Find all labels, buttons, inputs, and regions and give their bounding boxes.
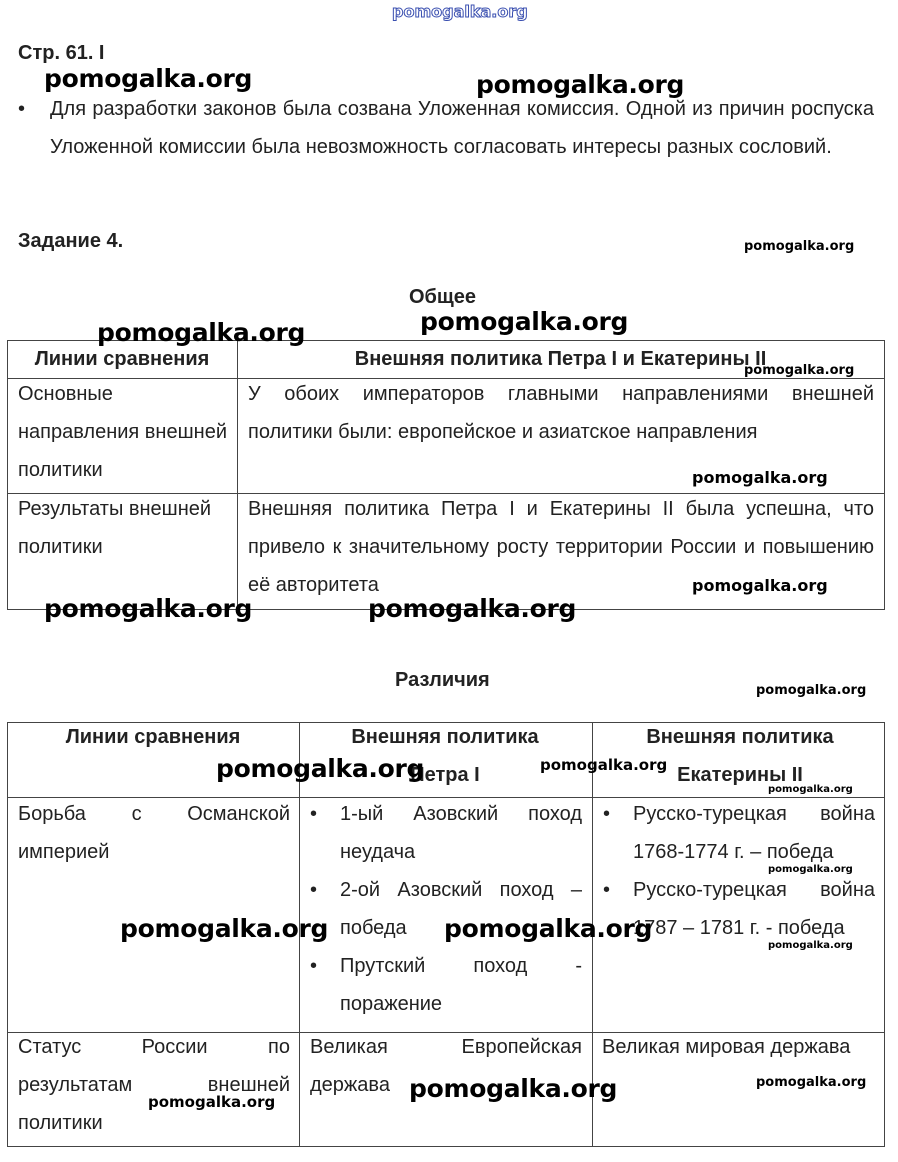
watermark: pomogalka.org [120, 914, 329, 943]
common-header-policy: Внешняя политика Петра I и Екатерины II [354, 348, 767, 370]
bullet-icon: • [18, 98, 26, 120]
page-heading: Стр. 61. I [18, 42, 105, 64]
watermark: pomogalka.org [476, 70, 685, 99]
watermark: pomogalka.org [44, 64, 253, 93]
watermark: pomogalka.org [768, 864, 853, 875]
watermark: pomogalka.org [409, 1074, 618, 1103]
watermark: pomogalka.org [692, 468, 828, 487]
diff-row2-line: Статус России по результатам внешней политики [18, 1036, 290, 1134]
common-row1-text: У обоих императоров главными направлениями внешней политики были: европейское и азиатское направления [248, 383, 874, 443]
list-item: • Русско-турецкая война 1787 – 1781 г. - победа [599, 871, 875, 947]
watermark: pomogalka.org [148, 1093, 276, 1111]
watermark: pomogalka.org [444, 914, 653, 943]
differences-title: Различия [395, 669, 490, 691]
diff-header-peter: Внешняя политика Петра I [351, 726, 539, 786]
bullet-paragraph-block [18, 90, 874, 166]
common-row2-text: Внешняя политика Петра I и Екатерины II была успешна, что привело к значительному росту территории России и повышению её авторитета [248, 498, 874, 596]
task-heading: Задание 4. [18, 230, 124, 252]
diff-row1-peter-list [306, 795, 582, 1023]
watermark: pomogalka.org [692, 576, 828, 595]
common-title: Общее [409, 286, 477, 308]
list-item: • 2-ой Азовский поход – победа [306, 871, 582, 947]
common-row2-line: Результаты внешней политики [18, 498, 212, 558]
diff-row1-line: Борьба с Османской империей [18, 803, 290, 863]
watermark: pomogalka.org [216, 754, 425, 783]
diff-row2-catherine: Великая мировая держава [602, 1036, 851, 1058]
watermark: pomogalka.org [756, 1075, 867, 1090]
diff-row2-peter: Великая Европейская держава [310, 1036, 582, 1096]
watermark: pomogalka.org [744, 363, 855, 378]
top-watermark: pomogalka.org [392, 2, 528, 21]
watermark: pomogalka.org [368, 594, 577, 623]
list-item: • 1-ый Азовский поход неудача [306, 795, 582, 871]
watermark: pomogalka.org [420, 307, 629, 336]
watermark: pomogalka.org [768, 784, 853, 795]
list-item: • Прутский поход - поражение [306, 947, 582, 1023]
diff-header-lines: Линии сравнения [65, 726, 241, 748]
watermark: pomogalka.org [768, 940, 853, 951]
watermark: pomogalka.org [756, 683, 867, 698]
diff-header-catherine: Внешняя политика Екатерины II [646, 726, 834, 786]
watermark: pomogalka.org [44, 594, 253, 623]
common-row1-line: Основные направления внешней политики [18, 383, 227, 481]
watermark: pomogalka.org [97, 318, 306, 347]
common-header-lines: Линии сравнения [34, 348, 210, 370]
watermark: pomogalka.org [540, 756, 668, 774]
list-item: • Русско-турецкая война 1768-1774 г. – победа [599, 795, 875, 871]
bullet-paragraph: Для разработки законов была созвана Уложенная комиссия. Одной из причин роспуска Уложенной комиссии была невозможность согласовать интересы разных сословий. [50, 98, 874, 158]
watermark: pomogalka.org [744, 239, 855, 254]
